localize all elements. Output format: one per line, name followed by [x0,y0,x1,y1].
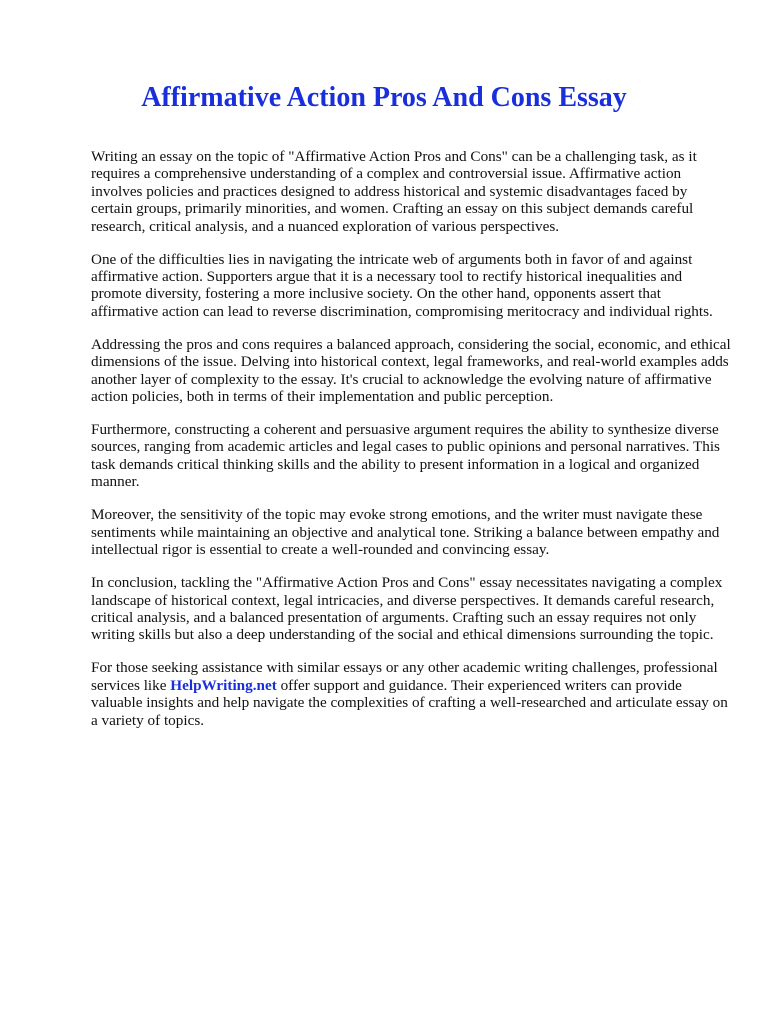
paragraph-2: One of the difficulties lies in navigating the intricate web of arguments both in favor of and against affirmative action. Supporters argue that it is a necessary tool to rectify historical inequalities and promote diversity, fostering a more inclusive society. On the other hand, opponents assert that affirmative action can lead to reverse discrimination, compromising meritocracy and individual rights. [91,250,713,320]
helpwriting-link[interactable]: HelpWriting.net [170,676,277,694]
paragraph-5: Moreover, the sensitivity of the topic may evoke strong emotions, and the writer must navigate these sentiments while maintaining an objective and analytical tone. Striking a balance between empathy and intellectual rigor is essential to create a well-rounded and convincing essay. [91,506,720,559]
closing-text-after-link: offer support and guidance. Their experienced writers can provide valuable insights and help navigate the complexities of crafting a well-researched and articulate essay on a variety of topics. [91,676,728,729]
page-title: Affirmative Action Pros And Cons Essay [141,82,627,113]
paragraph-3: Addressing the pros and cons requires a balanced approach, considering the social, economic, and ethical dimensions of the issue. Delving into historical context, legal frameworks, and real-world examples adds another layer of complexity to the essay. It's crucial to acknowledge the evolving nature of affirmative action policies, both in terms of their implementation and public perception. [91,335,731,406]
closing-paragraph [91,659,731,729]
essay-body [91,148,731,745]
paragraph-6: In conclusion, tackling the "Affirmative Action Pros and Cons" essay necessitates navigating a complex landscape of historical context, legal intricacies, and diverse perspectives. It demands careful research, critical analysis, and a balanced presentation of arguments. Crafting such an essay requires not only writing skills but also a deep understanding of the social and ethical dimensions surrounding the topic. [91,574,723,644]
closing-text-before-link: For those seeking assistance with similar essays or any other academic writing challenges, professional services like [91,659,718,694]
paragraph-1: Writing an essay on the topic of "Affirmative Action Pros and Cons" can be a challenging task, as it requires a comprehensive understanding of a complex and controversial issue. Affirmative action involves policies and practices designed to address historical and systemic disadvantages faced by certain groups, primarily minorities, and women. Crafting an essay on this subject demands careful research, critical analysis, and a nuanced exploration of various perspectives. [91,148,697,235]
paragraph-4: Furthermore, constructing a coherent and persuasive argument requires the ability to synthesize diverse sources, ranging from academic articles and legal cases to public opinions and personal narratives. This task demands critical thinking skills and the ability to present information in a logical and organized manner. [91,421,720,491]
